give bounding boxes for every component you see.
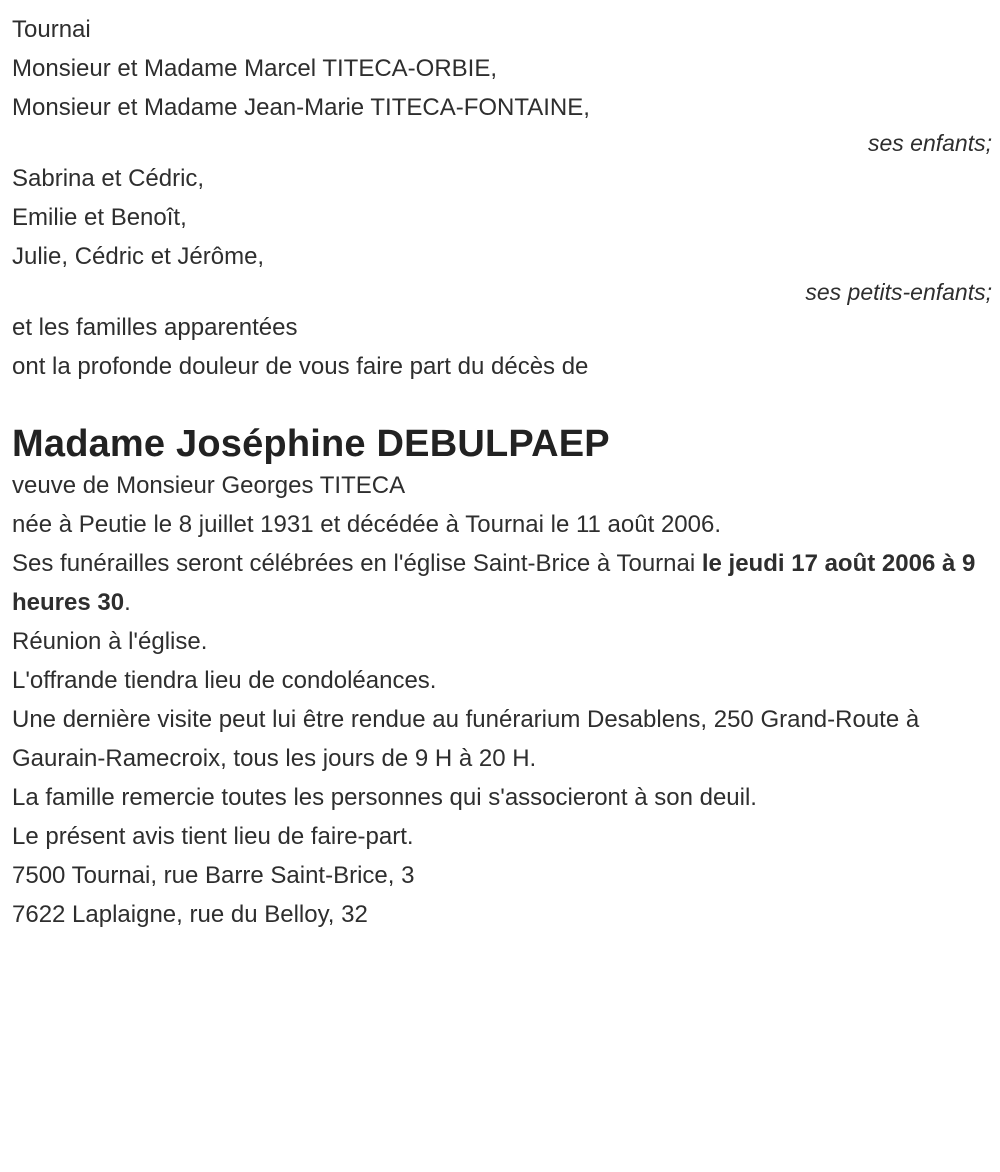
address-line: 7622 Laplaigne, rue du Belloy, 32 (12, 901, 368, 928)
visit-line: Une dernière visite peut lui être rendue au funérarium Desablens, 250 Grand-Route à Gaurain-Ramecroix, tous les jours de 9 H à 20 H. (12, 706, 920, 772)
family-line: Monsieur et Madame Jean-Marie TITECA-FONTAINE, (12, 94, 590, 121)
funeral-datetime: le jeudi 17 août 2006 à 9 heures 30 (12, 550, 976, 616)
children-label: ses enfants; (867, 130, 992, 156)
funeral-text: Ses funérailles seront célébrées en l'église Saint-Brice à Tournai (12, 550, 702, 577)
offering-line: L'offrande tiendra lieu de condoléances. (12, 667, 437, 694)
grandchild-line: Emilie et Benoît, (12, 204, 187, 231)
notice-line: Le présent avis tient lieu de faire-part. (12, 823, 414, 850)
address-line: 7500 Tournai, rue Barre Saint-Brice, 3 (12, 862, 415, 889)
grandchild-line: Sabrina et Cédric, (12, 165, 205, 192)
city-line: Tournai (12, 16, 91, 43)
meeting-line: Réunion à l'église. (12, 628, 208, 655)
grandchildren-label: ses petits-enfants; (805, 279, 992, 305)
family-line: Monsieur et Madame Marcel TITECA-ORBIE, (12, 55, 498, 82)
grandchild-line: Julie, Cédric et Jérôme, (12, 243, 265, 270)
related-families-line: et les familles apparentées (12, 314, 298, 341)
birth-death-line: née à Peutie le 8 juillet 1931 et décédée à Tournai le 11 août 2006. (12, 511, 721, 538)
funeral-text-end: . (124, 589, 131, 616)
widow-line: veuve de Monsieur Georges TITECA (12, 472, 406, 499)
announcement-line: ont la profonde douleur de vous faire part du décès de (12, 353, 589, 380)
funeral-line (12, 544, 994, 622)
thanks-line: La famille remercie toutes les personnes qui s'associeront à son deuil. (12, 784, 757, 811)
deceased-name-heading: Madame Joséphine DEBULPAEP (12, 423, 610, 465)
